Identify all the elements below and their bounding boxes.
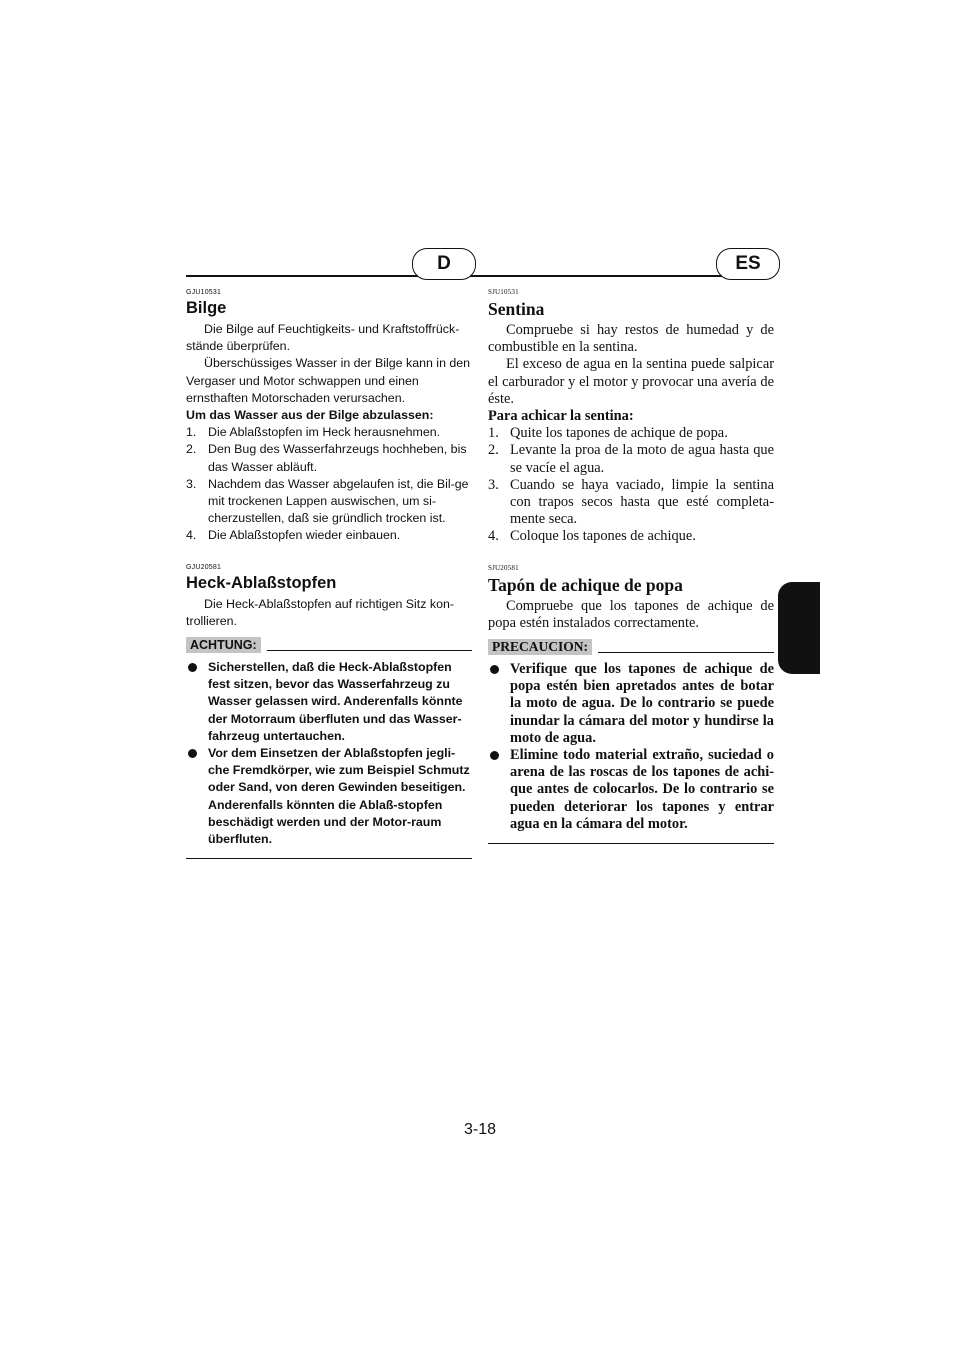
section-title: Sentina bbox=[488, 299, 545, 319]
chapter-tab bbox=[778, 582, 820, 674]
step-item bbox=[186, 441, 472, 475]
german-column bbox=[186, 288, 472, 859]
paragraph: Die Heck-Ablaßstopfen auf richtigen Sitz kon-trollieren. bbox=[186, 596, 454, 628]
caution-text: Vor dem Einsetzen der Ablaßstopfen jegli-che Fremdkörper, wie zum Beispiel Schmutz oder Sand, von deren Gewinden beseitigen. Anderenfalls könnten die Ablaß-stopfen beschädigt werden und der Motor-raum überfluten. bbox=[208, 746, 470, 847]
caution-rule bbox=[598, 652, 774, 653]
language-code-d: D bbox=[437, 253, 451, 274]
bullet-icon bbox=[490, 665, 499, 674]
step-item bbox=[488, 442, 774, 476]
caution-label: ACHTUNG: bbox=[186, 637, 261, 653]
step-number: 4. bbox=[488, 528, 499, 545]
step-item bbox=[488, 425, 774, 442]
section-title: Heck-Ablaßstopfen bbox=[186, 573, 337, 592]
step-text: Nachdem das Wasser abgelaufen ist, die Bil-ge mit trockenen Lappen auswischen, um si-cherzustellen, daß sie gründlich trocken ist. bbox=[208, 476, 469, 526]
caution-list bbox=[488, 661, 774, 833]
caution-label: PRECAUCION: bbox=[488, 639, 592, 655]
bullet-icon bbox=[188, 663, 197, 672]
step-number: 2. bbox=[488, 442, 499, 459]
language-tab-german bbox=[412, 248, 476, 280]
section-code: SJU10531 bbox=[488, 288, 519, 296]
section-code: GJU20581 bbox=[186, 563, 222, 571]
section-sentina bbox=[488, 288, 774, 546]
step-text: Den Bug des Wasserfahrzeugs hochheben, bis das Wasser abläuft. bbox=[208, 442, 467, 474]
paragraph: Compruebe si hay restos de humedad y de combustible en la sentina. bbox=[488, 322, 774, 356]
caution-end-rule bbox=[186, 858, 472, 859]
steps-title: Um das Wasser aus der Bilge abzulassen: bbox=[186, 408, 434, 423]
caution-header bbox=[186, 637, 472, 653]
step-text: Cuando se haya vaciado, limpie la sentina con trapos secos hasta que esté completa-mente seca. bbox=[510, 476, 774, 528]
step-item bbox=[186, 476, 472, 528]
section-heck-ablassstopfen bbox=[186, 563, 472, 860]
paragraph: El exceso de agua en la sentina puede salpicar el carburador y el motor y provocar una avería de éste. bbox=[488, 356, 774, 407]
step-number: 1. bbox=[186, 425, 197, 440]
steps-list bbox=[186, 424, 472, 544]
step-number: 2. bbox=[186, 442, 197, 457]
section-title: Tapón de achique de popa bbox=[488, 574, 683, 595]
spanish-column bbox=[488, 288, 774, 844]
step-text: Levante la proa de la moto de agua hasta que se vacíe el agua. bbox=[510, 442, 774, 476]
caution-item bbox=[186, 659, 472, 745]
bullet-icon bbox=[490, 751, 499, 760]
step-number: 1. bbox=[488, 425, 499, 442]
steps-title: Para achicar la sentina: bbox=[488, 408, 634, 425]
caution-header bbox=[488, 639, 774, 655]
caution-text: Elimine todo material extraño, suciedad o arena de las roscas de los tapones de achi-que antes de colocarlos. De lo contrario se pueden deteriorar los tapones y entrar agua en la cámara del motor. bbox=[510, 747, 774, 832]
paragraph: Überschüssiges Wasser in der Bilge kann in den Vergaser und Motor schwappen und einen ernsthaften Motorschaden verursachen. bbox=[186, 356, 471, 405]
step-item bbox=[488, 477, 774, 529]
paragraph: Die Bilge auf Feuchtigkeits- und Kraftstoffrück-stände überprüfen. bbox=[186, 322, 460, 354]
caution-item bbox=[488, 747, 774, 833]
bullet-icon bbox=[188, 749, 197, 758]
section-bilge bbox=[186, 288, 472, 545]
section-tapon-de-achique bbox=[488, 564, 774, 844]
section-code: GJU10531 bbox=[186, 289, 222, 296]
header-rule bbox=[186, 275, 774, 277]
step-number: 3. bbox=[488, 476, 499, 493]
page-number: 3-18 bbox=[463, 1121, 497, 1138]
paragraph: Compruebe que los tapones de achique de popa estén instalados correctamente. bbox=[488, 597, 774, 631]
caution-rule bbox=[267, 650, 472, 651]
step-item bbox=[488, 528, 774, 545]
section-code: SJU20581 bbox=[488, 563, 519, 572]
caution-text: Sicherstellen, daß die Heck-Ablaßstopfen fest sitzen, bevor das Wasserfahrzeug zu Wasser gelassen wird. Anderenfalls könnte der Motorraum überfluten und das Wasser-fahrzeug untertauchen. bbox=[208, 660, 463, 743]
step-text: Coloque los tapones de achique. bbox=[510, 528, 696, 545]
step-number: 3. bbox=[186, 476, 197, 491]
step-item bbox=[186, 527, 472, 544]
caution-item bbox=[186, 745, 472, 848]
language-code-es: ES bbox=[735, 253, 761, 274]
caution-end-rule bbox=[488, 843, 774, 844]
caution-list bbox=[186, 659, 472, 848]
step-text: Quite los tapones de achique de popa. bbox=[510, 425, 728, 442]
step-text: Die Ablaßstopfen im Heck herausnehmen. bbox=[208, 425, 441, 440]
steps-list bbox=[488, 425, 774, 545]
language-tab-spanish bbox=[716, 248, 780, 280]
section-title: Bilge bbox=[186, 299, 227, 317]
step-item bbox=[186, 424, 472, 441]
step-number: 4. bbox=[186, 528, 197, 543]
step-text: Die Ablaßstopfen wieder einbauen. bbox=[208, 528, 401, 543]
caution-text: Verifique que los tapones de achique de popa estén bien apretados antes de botar la moto de agua. De lo contrario se puede inundar la cámara del motor y hundirse la moto de agua. bbox=[510, 661, 774, 746]
caution-item bbox=[488, 661, 774, 747]
